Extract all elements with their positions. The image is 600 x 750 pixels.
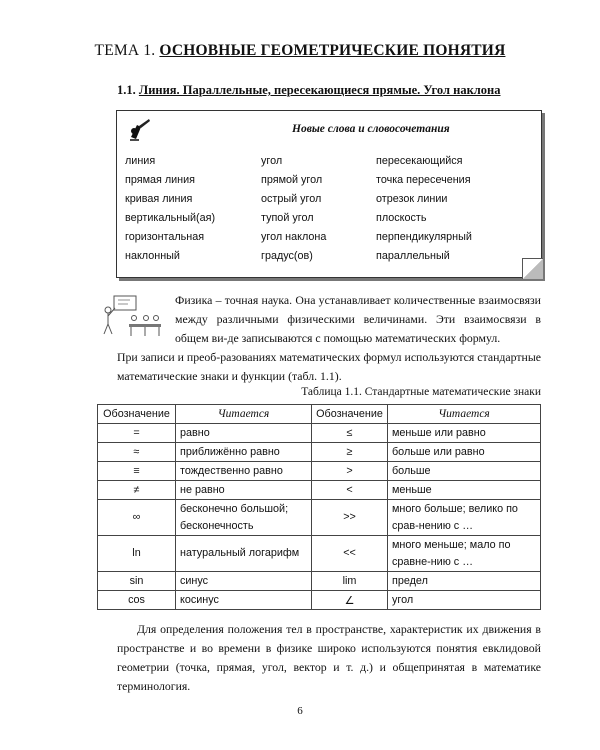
table-row xyxy=(98,462,541,481)
vocab-word: пересекающийся xyxy=(376,155,463,167)
table-header-row xyxy=(98,405,541,424)
intro-paragraph: Физика – точная наука. Она устанавливает количественные взаимосвязи между различными физическими величинами. Эти взаимосвязи в общем ви-де записываются с помощью математических формул. xyxy=(175,293,541,345)
symbol-cell: ≤ xyxy=(312,424,388,443)
symbol-cell: sin xyxy=(98,572,176,591)
table-caption: Таблица 1.1. Стандартные математические знаки xyxy=(301,386,541,398)
table-row xyxy=(98,572,541,591)
symbol-cell: >> xyxy=(312,500,388,536)
section-number: 1.1. xyxy=(117,83,136,97)
topic-title-text: ОСНОВНЫЕ ГЕОМЕТРИЧЕСКИЕ ПОНЯТИЯ xyxy=(159,42,506,59)
table-row xyxy=(98,424,541,443)
vocabulary-box xyxy=(116,110,542,278)
vocab-word: линия xyxy=(125,155,156,167)
symbol-cell: = xyxy=(98,424,176,443)
vocab-word: градус(ов) xyxy=(261,250,313,262)
reading-cell: много больше; велико по срав-нению с … xyxy=(388,500,541,536)
reading-cell: не равно xyxy=(176,481,312,500)
reading-cell: предел xyxy=(388,572,541,591)
reading-cell: натуральный логарифм xyxy=(176,536,312,572)
symbol-cell: ≈ xyxy=(98,443,176,462)
vocab-word: прямой угол xyxy=(261,174,323,186)
vocab-word: перпендикулярный xyxy=(376,231,472,243)
symbol-cell: cos xyxy=(98,591,176,610)
vocab-word: вертикальный(ая) xyxy=(125,212,216,224)
reading-cell: равно xyxy=(176,424,312,443)
symbol-cell: ≠ xyxy=(98,481,176,500)
math-signs-table xyxy=(97,404,541,610)
reading-cell: много меньше; мало по сравне-нию с … xyxy=(388,536,541,572)
reading-cell: больше или равно xyxy=(388,443,541,462)
table-row xyxy=(98,536,541,572)
symbol-cell: ∠ xyxy=(312,591,388,610)
vocab-word: плоскость xyxy=(376,212,427,224)
table-row xyxy=(98,443,541,462)
reading-cell: бесконечно большой; бесконечность xyxy=(176,500,312,536)
topic-prefix: ТЕМА 1. xyxy=(94,42,156,59)
vocab-word: угол xyxy=(261,155,283,167)
section-title-text: Линия. Параллельные, пересекающиеся прямые. Угол наклона xyxy=(138,83,501,97)
outro-text: Для определения положения тел в пространстве, характеристик их движения в пространстве и во времени в физике широко используются понятия евклидовой геометрии (точка, прямая, угол, вектор и т. д.) и общепринятая в математике терминология. xyxy=(117,622,541,693)
topic-title xyxy=(0,42,600,60)
reading-cell: угол xyxy=(388,591,541,610)
vocab-word: острый угол xyxy=(261,193,322,205)
section-title xyxy=(117,83,501,98)
reading-cell: меньше xyxy=(388,481,541,500)
vocab-word: точка пересечения xyxy=(376,174,471,186)
column-header: Читается xyxy=(176,405,312,424)
writing-hand-icon xyxy=(127,117,153,143)
intro-paragraph-continued: При записи и преоб-разованиях математических формул используются стандартные математические знаки и функции (табл. 1.1). xyxy=(117,350,541,383)
vocab-word: отрезок линии xyxy=(376,193,448,205)
column-header: Обозначение xyxy=(98,405,176,424)
symbol-cell: > xyxy=(312,462,388,481)
vocab-word: кривая линия xyxy=(125,193,193,205)
vocab-word: горизонтальная xyxy=(125,231,205,243)
symbol-cell: < xyxy=(312,481,388,500)
vocab-word: наклонный xyxy=(125,250,180,262)
vocab-word: угол наклона xyxy=(261,231,327,243)
vocab-word: тупой угол xyxy=(261,212,314,224)
outro-paragraph xyxy=(117,620,541,696)
reading-cell: тождественно равно xyxy=(176,462,312,481)
vocabulary-heading: Новые слова и словосочетания xyxy=(292,123,450,135)
reading-cell: синус xyxy=(176,572,312,591)
vocab-word: параллельный xyxy=(376,250,450,262)
page-number: 6 xyxy=(297,705,303,717)
symbol-cell: lim xyxy=(312,572,388,591)
reading-cell: приближённо равно xyxy=(176,443,312,462)
page-fold-corner xyxy=(522,258,543,279)
vocab-word: прямая линия xyxy=(125,174,196,186)
reading-cell: больше xyxy=(388,462,541,481)
table-row xyxy=(98,481,541,500)
table-row xyxy=(98,500,541,536)
reading-cell: косинус xyxy=(176,591,312,610)
symbol-cell: << xyxy=(312,536,388,572)
column-header: Обозначение xyxy=(312,405,388,424)
symbol-cell: ≥ xyxy=(312,443,388,462)
reading-cell: меньше или равно xyxy=(388,424,541,443)
symbol-cell: ∞ xyxy=(98,500,176,536)
symbol-cell: ≡ xyxy=(98,462,176,481)
column-header: Читается xyxy=(388,405,541,424)
symbol-cell: ln xyxy=(98,536,176,572)
table-row xyxy=(98,591,541,610)
classroom-icon xyxy=(100,294,162,338)
